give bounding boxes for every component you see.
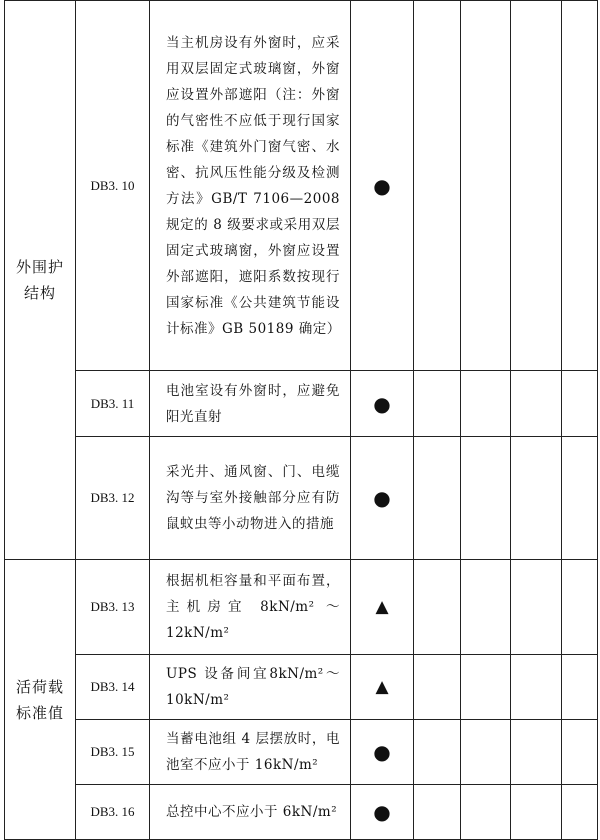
clause-code: DB3. 10 [76, 1, 150, 371]
requirement-text: 电池室设有外窗时，应避免阳光直射 [150, 371, 351, 437]
clause-code: DB3. 13 [76, 560, 150, 655]
standard-requirements-table [4, 0, 598, 840]
clause-code: DB3. 14 [76, 655, 150, 720]
mandatory-mark: ● [351, 1, 414, 371]
clause-code: DB3. 16 [76, 785, 150, 840]
requirement-text: UPS 设备间宜8kN/m²～10kN/m² [150, 655, 351, 720]
table-row [5, 720, 598, 785]
clause-code: DB3. 15 [76, 720, 150, 785]
recommended-mark: ▲ [351, 655, 414, 720]
table-row [5, 1, 598, 371]
mandatory-mark: ● [351, 785, 414, 840]
table-row [5, 371, 598, 437]
mandatory-mark: ● [351, 371, 414, 437]
category-cell: 活荷载 标准值 [5, 560, 76, 840]
requirement-text: 当主机房设有外窗时，应采用双层固定式玻璃窗，外窗应设置外部遮阳（注：外窗的气密性不应低于现行国家标准《建筑外门窗气密、水密、抗风压性能分级及检测方法》GB/T 7106—2008 规定的 8 级要求或采用双层固定式玻璃窗，外窗应设置外部遮阳，遮阳系数按现行国家标准《公共建筑节能设计标准》GB 50189 确定） [150, 1, 351, 371]
mandatory-mark: ● [351, 437, 414, 560]
category-cell: 外围护 结构 [5, 1, 76, 560]
requirement-text: 当蓄电池组 4 层摆放时，电池室不应小于 16kN/m² [150, 720, 351, 785]
requirement-text: 根据机柜容量和平面布置，主机房宜 8kN/m² ～12kN/m² [150, 560, 351, 655]
table-row [5, 785, 598, 840]
table-row [5, 560, 598, 655]
clause-code: DB3. 12 [76, 437, 150, 560]
clause-code: DB3. 11 [76, 371, 150, 437]
table-row [5, 437, 598, 560]
requirement-text: 总控中心不应小于 6kN/m² [150, 785, 351, 840]
table-row [5, 655, 598, 720]
mandatory-mark: ● [351, 720, 414, 785]
requirement-text: 采光井、通风窗、门、电缆沟等与室外接触部分应有防鼠蚊虫等小动物进入的措施 [150, 437, 351, 560]
recommended-mark: ▲ [351, 560, 414, 655]
